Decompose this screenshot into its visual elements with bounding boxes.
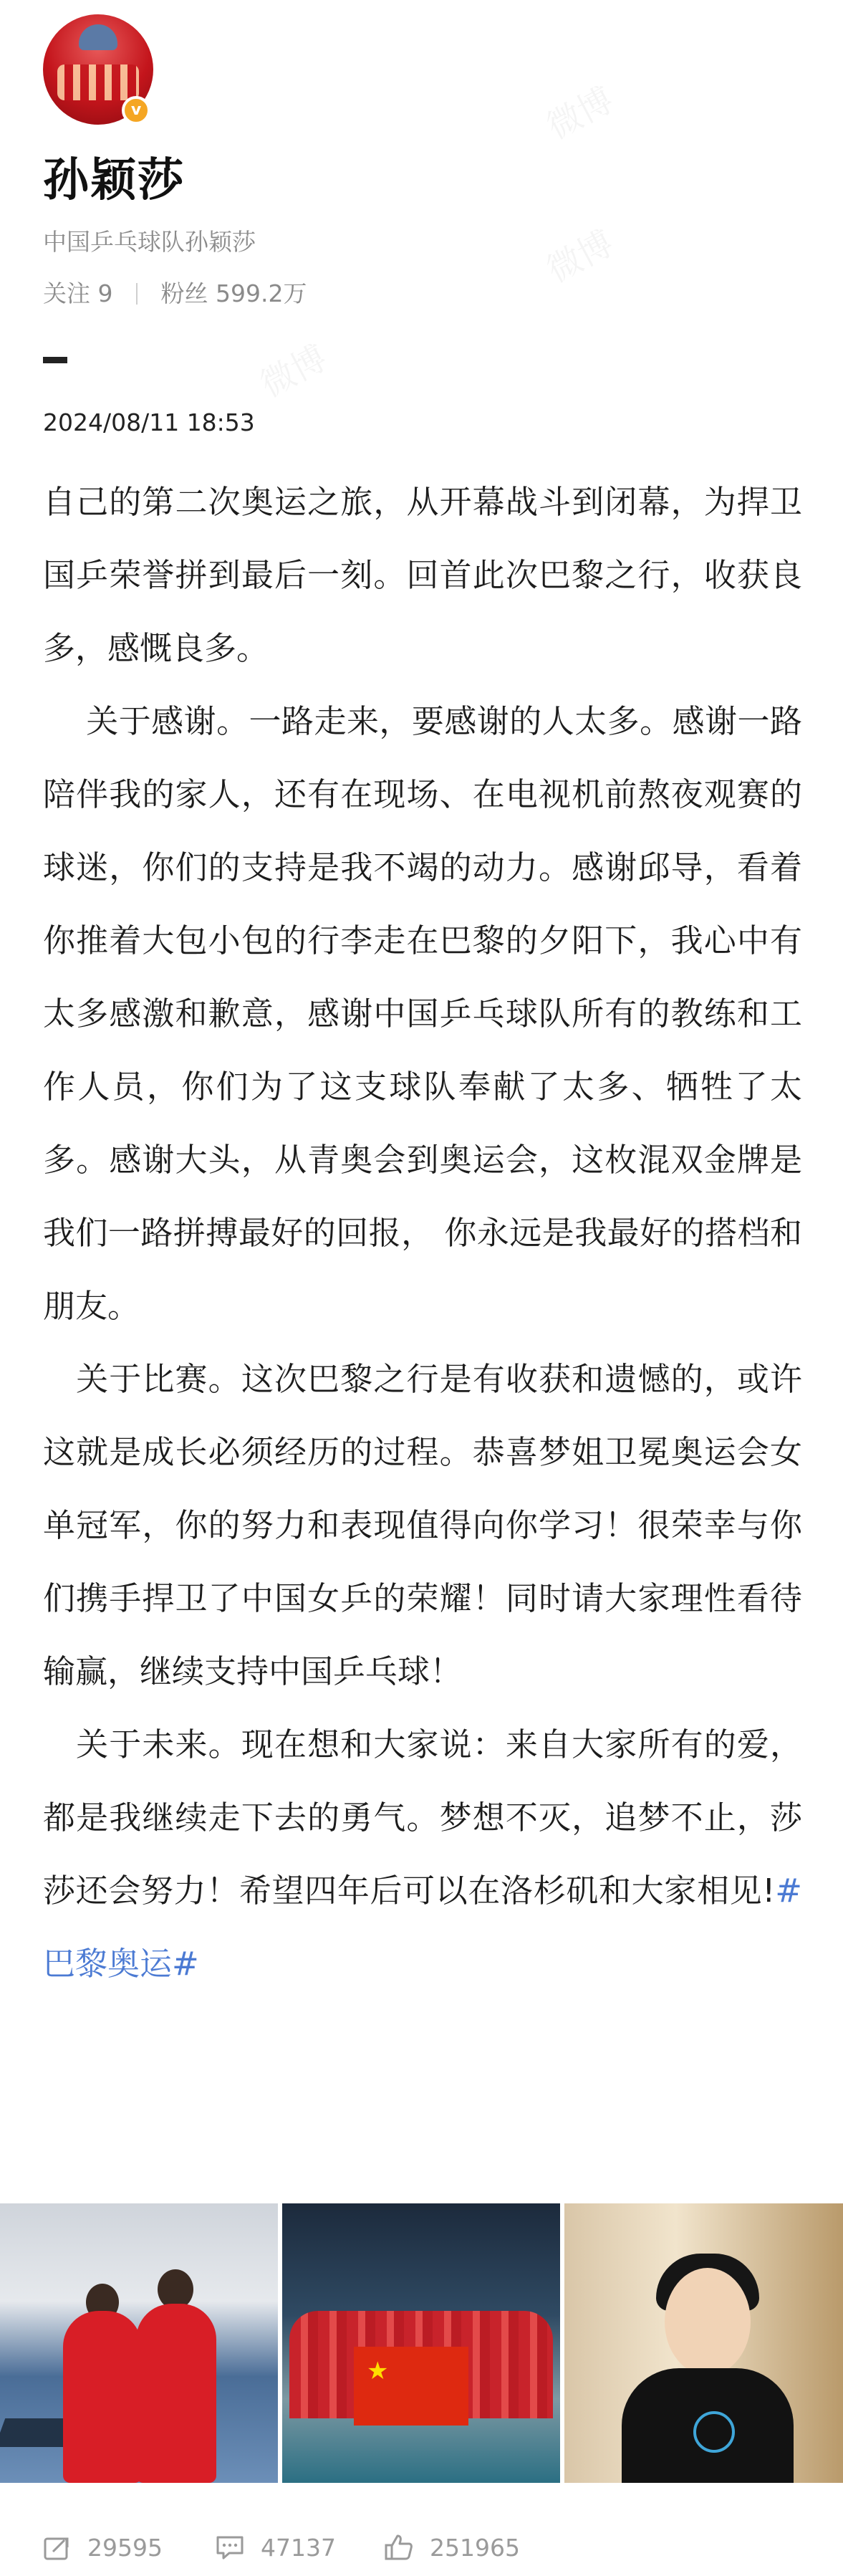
action-bar (0, 2522, 843, 2572)
watermark (250, 331, 334, 407)
post-body (43, 466, 802, 2001)
followers-count: 599.2万 (216, 279, 307, 307)
verified-badge-icon: v (122, 96, 150, 125)
image-gallery (0, 2203, 843, 2483)
followers-label: 粉丝 (160, 279, 208, 307)
user-name[interactable]: 孙颖莎 (43, 154, 185, 207)
watermark (536, 73, 620, 149)
repost-button[interactable] (43, 2522, 163, 2572)
like-button[interactable] (384, 2522, 520, 2572)
post-date: 2024/08/11 18:53 (43, 408, 255, 436)
repost-icon (43, 2533, 72, 2562)
like-count: 251965 (430, 2533, 520, 2562)
comment-count: 47137 (261, 2533, 336, 2562)
following-link[interactable] (43, 279, 120, 307)
user-stats (43, 275, 307, 309)
watermark (536, 216, 620, 292)
comment-icon (215, 2533, 245, 2562)
photo-podium[interactable] (0, 2203, 278, 2483)
photo-portrait[interactable] (564, 2203, 843, 2483)
post-paragraph-text: 关于未来。现在想和大家说：来自大家所有的爱，都是我继续走下去的勇气。梦想不灭，追梦不止，莎莎还会努力！希望四年后可以在洛杉矶和大家相见! (43, 1725, 802, 1910)
post-paragraph: 自己的第二次奥运之旅，从开幕战斗到闭幕，为捍卫国乒荣誉拼到最后一刻。回首此次巴黎之行，收获良多，感慨良多。 (43, 483, 802, 667)
following-count: 9 (97, 279, 113, 307)
post-paragraph: 关于比赛。这次巴黎之行是有收获和遗憾的，或许这就是成长必须经历的过程。恭喜梦姐卫冕奥运会女单冠军，你的努力和表现值得向你学习！很荣幸与你们携手捍卫了中国女乒的荣耀！同时请大家理性看待输赢，继续支持中国乒乓球！ (43, 1360, 802, 1690)
post-paragraph: 关于感谢。一路走来，要感谢的人太多。感谢一路陪伴我的家人，还有在现场、在电视机前熬夜观赛的球迷，你们的支持是我不竭的动力。感谢邱导，看着你推着大包小包的行李走在巴黎的夕阳下，我心中有太多感激和歉意，感谢中国乒乓球队所有的教练和工作人员，你们为了这支球队奉献了太多、牺牲了太多。感谢大头，从青奥会到奥运会，这枚混双金牌是我们一路拼搏最好的回报， 你永远是我最好的搭档和朋友。 (43, 702, 802, 1325)
section-divider (43, 357, 67, 363)
user-description: 中国乒乓球队孙颖莎 (43, 228, 256, 256)
following-label: 关注 (43, 279, 90, 307)
photo-team-flag[interactable]: ★ (282, 2203, 560, 2483)
repost-count: 29595 (87, 2533, 163, 2562)
post-paragraph-last (43, 1708, 802, 2001)
hashtag-link[interactable]: #巴黎奥运# (43, 1872, 802, 1983)
followers-link[interactable] (161, 279, 307, 307)
stats-divider (136, 283, 138, 305)
comment-button[interactable] (215, 2522, 336, 2572)
like-icon (384, 2533, 414, 2562)
